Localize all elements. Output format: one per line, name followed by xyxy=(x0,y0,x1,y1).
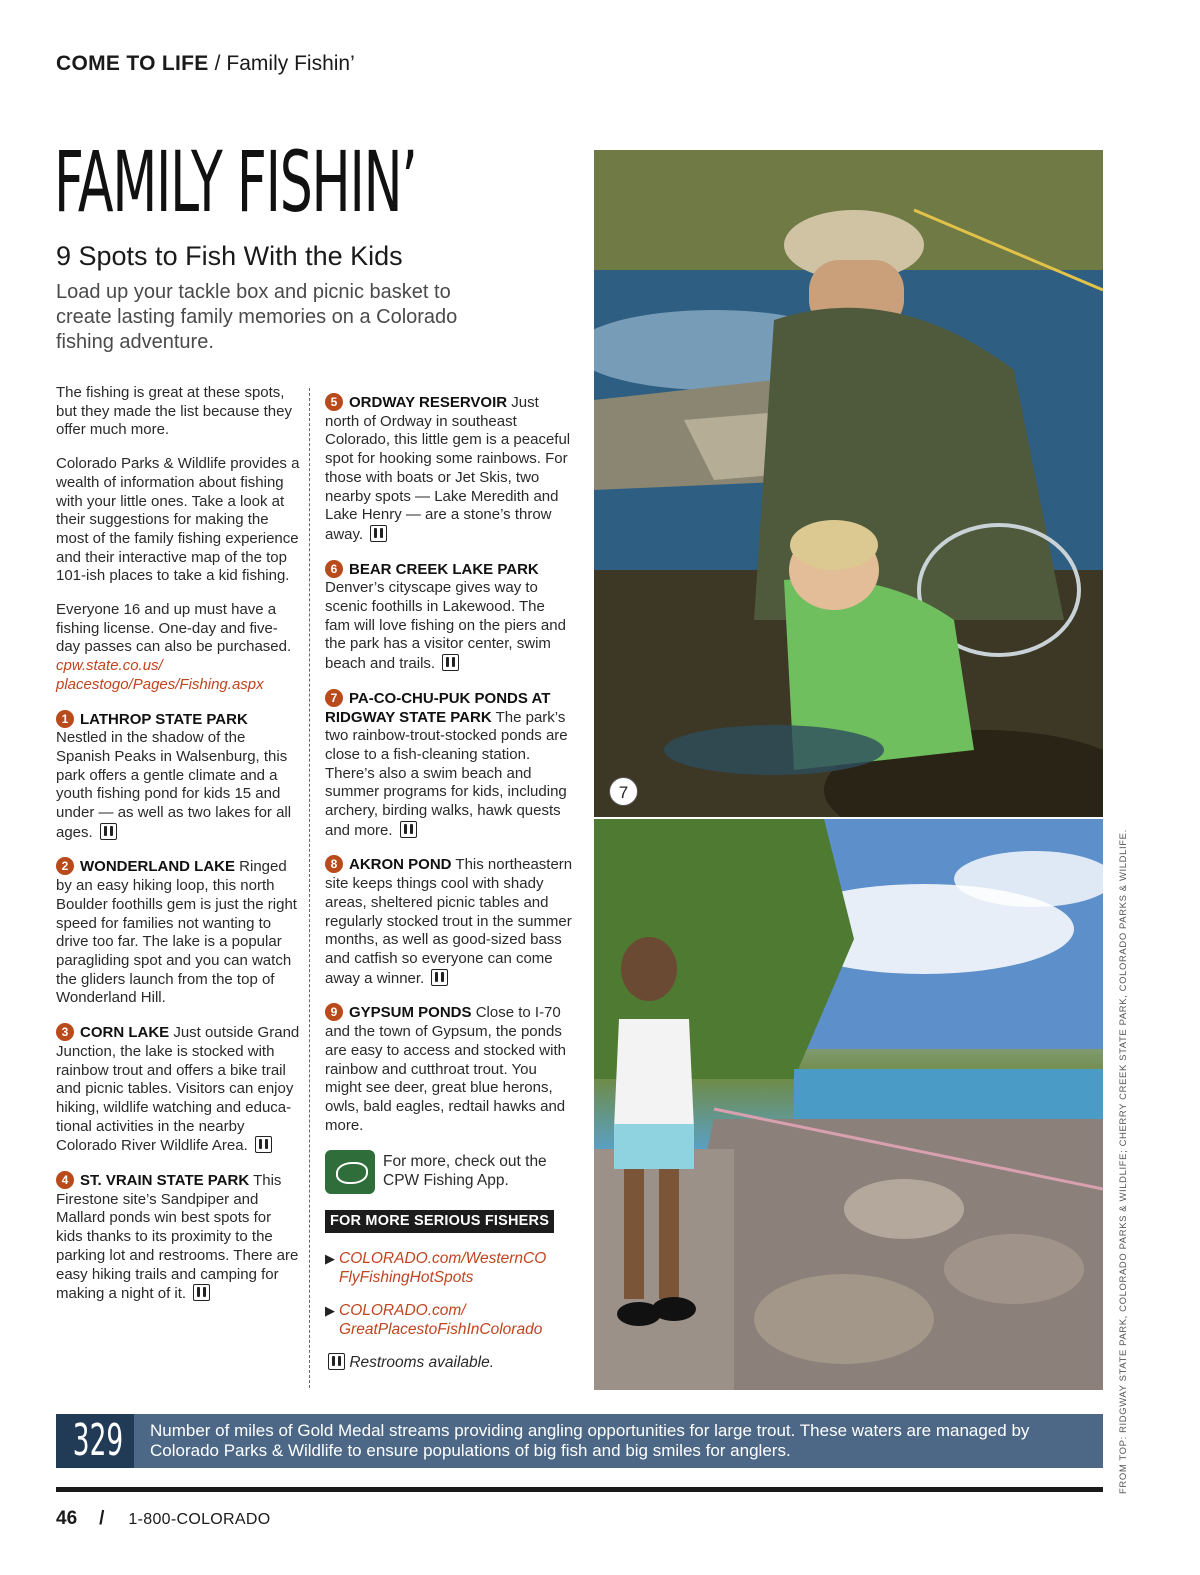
restroom-note-text: Restrooms available. xyxy=(349,1354,495,1372)
cpw-fishing-link[interactable]: cpw.state.co.us/ placestogo/Pages/Fishing.aspx xyxy=(56,657,264,693)
spot-entry xyxy=(325,855,573,988)
spot-entry xyxy=(56,1023,300,1156)
spot-name: GYPSUM PONDS xyxy=(349,1004,472,1022)
section-label: COME TO LIFE xyxy=(56,52,209,75)
photo-illustration-bottom xyxy=(594,819,1103,1390)
spot-description: Nestled in the shadow of the Spanish Peaks in Walsenburg, this park offers a gentle climate and a youth fishing pond for kids 15 and under — as well as two lakes for all ages. xyxy=(56,729,292,841)
spot-name: LATHROP STATE PARK xyxy=(80,710,248,728)
topic-label: Family Fishin’ xyxy=(226,52,355,75)
spot-description: This Firestone site’s Sandpiper and Mallard ponds win best spots for kids thanks to its proximity to the parking lot and restrooms. There are easy hiking trails and camping for making a night of it. xyxy=(56,1172,299,1303)
restroom-icon xyxy=(370,525,387,542)
restroom-icon xyxy=(328,1353,345,1370)
fact-bar xyxy=(56,1414,1103,1468)
spot-entry xyxy=(56,857,300,1008)
restroom-icon xyxy=(193,1284,210,1301)
app-promo-text: For more, check out the CPW Fishing App. xyxy=(383,1153,547,1190)
photo-father-son-fishing xyxy=(594,150,1103,817)
spot-description: Ringed by an easy hiking loop, this north Boulder foothills gem is just the right speed for families not wanting to drive too far. The lake is a popular paragliding spot and you can watch the gliders launch from the top of Wonderland Hill. xyxy=(56,858,297,1007)
restroom-note xyxy=(325,1353,573,1373)
fact-number: 329 xyxy=(72,1415,124,1466)
spot-number-badge: 5 xyxy=(325,393,343,411)
spot-entry xyxy=(325,393,573,545)
article-dek: Load up your tackle box and picnic basket to create lasting family memories on a Colorado fishing adventure. xyxy=(56,281,458,353)
spot-number-badge: 2 xyxy=(56,857,74,875)
photo-girl-fishing xyxy=(594,819,1103,1390)
spot-entry xyxy=(56,1171,300,1304)
photo-number-badge: 7 xyxy=(609,777,638,806)
app-promo xyxy=(325,1150,573,1194)
footer-rule xyxy=(56,1487,1103,1492)
spot-name: WONDERLAND LAKE xyxy=(80,858,235,876)
article-subtitle: 9 Spots to Fish With the Kids xyxy=(56,241,403,271)
spot-number-badge: 1 xyxy=(56,710,74,728)
spot-number-badge: 3 xyxy=(56,1023,74,1041)
spot-name: BEAR CREEK LAKE PARK xyxy=(349,560,539,578)
fly-fishing-link[interactable]: COLORADO.com/WesternCO FlyFishingHotSpots xyxy=(339,1250,547,1287)
spot-name: ST. VRAIN STATE PARK xyxy=(80,1172,250,1190)
header-separator: / xyxy=(214,52,221,75)
column-right xyxy=(325,393,573,1373)
column-left xyxy=(56,384,300,1319)
page-footer xyxy=(56,1508,270,1530)
triangle-right-icon: ▶ xyxy=(325,1251,335,1267)
footer-separator: / xyxy=(99,1508,105,1529)
spot-entry xyxy=(325,1003,573,1135)
fish-app-icon xyxy=(325,1150,375,1194)
restroom-icon xyxy=(442,654,459,671)
fact-number-box xyxy=(56,1414,134,1468)
spot-name: AKRON POND xyxy=(349,856,452,874)
intro-paragraph: The fishing is great at these spots, but they made the list because they offer much more. xyxy=(56,384,292,439)
restroom-icon xyxy=(400,821,417,838)
license-paragraph xyxy=(56,601,300,695)
photo-credit: FROM TOP: RIDGWAY STATE PARK, COLORADO PARKS & WILDLIFE; CHERRY CREEK STATE PARK, COLORADO PARKS & WILDLIFE. xyxy=(1118,829,1129,1494)
article-title: FAMILY FISHIN’ xyxy=(54,133,417,231)
column-divider xyxy=(309,388,310,1388)
spot-description: This northeastern site keeps things cool with shady areas, sheltered picnic tables and regularly stocked trout in the summer months, as well as good-sized bass and catfish so everyone can come away a winner. xyxy=(325,856,573,987)
triangle-right-icon: ▶ xyxy=(325,1303,335,1319)
spot-description: Just north of Ordway in southeast Colorado, this little gem is a peaceful spot for hooking some rainbows. For those with boats or Jet Skis, two nearby spots — Lake Meredith and Lake Henry — are a stone’s throw away. xyxy=(325,394,571,543)
restroom-icon xyxy=(255,1136,272,1153)
spot-name: CORN LAKE xyxy=(80,1024,170,1042)
page-number: 46 xyxy=(56,1508,78,1529)
spot-description: The park’s two rainbow-trout-stocked ponds are close to a fish-cleaning station. There’s also a swim beach and summer programs for kids, including archery, birding walks, hawk quests and more. xyxy=(325,708,568,839)
spot-number-badge: 6 xyxy=(325,560,343,578)
great-places-link[interactable]: COLORADO.com/ GreatPlacestoFishInColorado xyxy=(339,1302,543,1339)
restroom-icon xyxy=(100,823,117,840)
spot-name: PA-CO-CHU-PUK PONDS AT RIDGWAY STATE PARK xyxy=(325,689,551,726)
restroom-icon xyxy=(431,969,448,986)
spot-number-badge: 8 xyxy=(325,855,343,873)
spot-entry xyxy=(325,689,573,841)
resource-link-item xyxy=(325,1301,573,1339)
spot-description: Close to I-70 and the town of Gypsum, the ponds are easy to access and stocked with rainbow and cutthroat trout. You might see deer, great blue herons, owls, bald eagles, redtail hawks and more. xyxy=(325,1004,566,1134)
spot-description: Just outside Grand Junction, the lake is stocked with rainbow trout and offers a bike trail and picnic tables. Visitors can enjoy hiking, wildlife watching and educational activities in the nearby Colorado River Wildlife Area. xyxy=(56,1024,300,1155)
spot-number-badge: 9 xyxy=(325,1003,343,1021)
spot-number-badge: 4 xyxy=(56,1171,74,1189)
intro-paragraph: Colorado Parks & Wildlife provides a wealth of information about fishing with your little ones. Take a look at their suggestions for making the most of the family fishing experience and their interactive map of the top 101-ish places to take a kid fishing. xyxy=(56,455,300,585)
spot-number-badge: 7 xyxy=(325,689,343,707)
spot-entry xyxy=(56,710,300,843)
fact-text: Number of miles of Gold Medal streams providing angling opportunities for large trout. These waters are managed by Colorado Parks & Wildlife to ensure populations of big fish and big smiles for anglers. xyxy=(150,1421,1030,1460)
photo-illustration-top xyxy=(594,150,1103,817)
spot-description: Denver’s cityscape gives way to scenic foothills in Lakewood. The fam will love fishing on the piers and the park has a visitor center, swim beach and trails. xyxy=(325,579,566,673)
running-head xyxy=(56,52,355,76)
spot-name: ORDWAY RESERVOIR xyxy=(349,394,508,411)
phone-number: 1-800-COLORADO xyxy=(128,1511,271,1528)
license-text: Everyone 16 and up must have a fishing license. One-day and five-day passes can also be purchased. xyxy=(56,601,292,656)
resource-link-item xyxy=(325,1249,573,1287)
serious-fishers-heading: FOR MORE SERIOUS FISHERS xyxy=(325,1210,554,1233)
spot-entry xyxy=(325,560,573,674)
